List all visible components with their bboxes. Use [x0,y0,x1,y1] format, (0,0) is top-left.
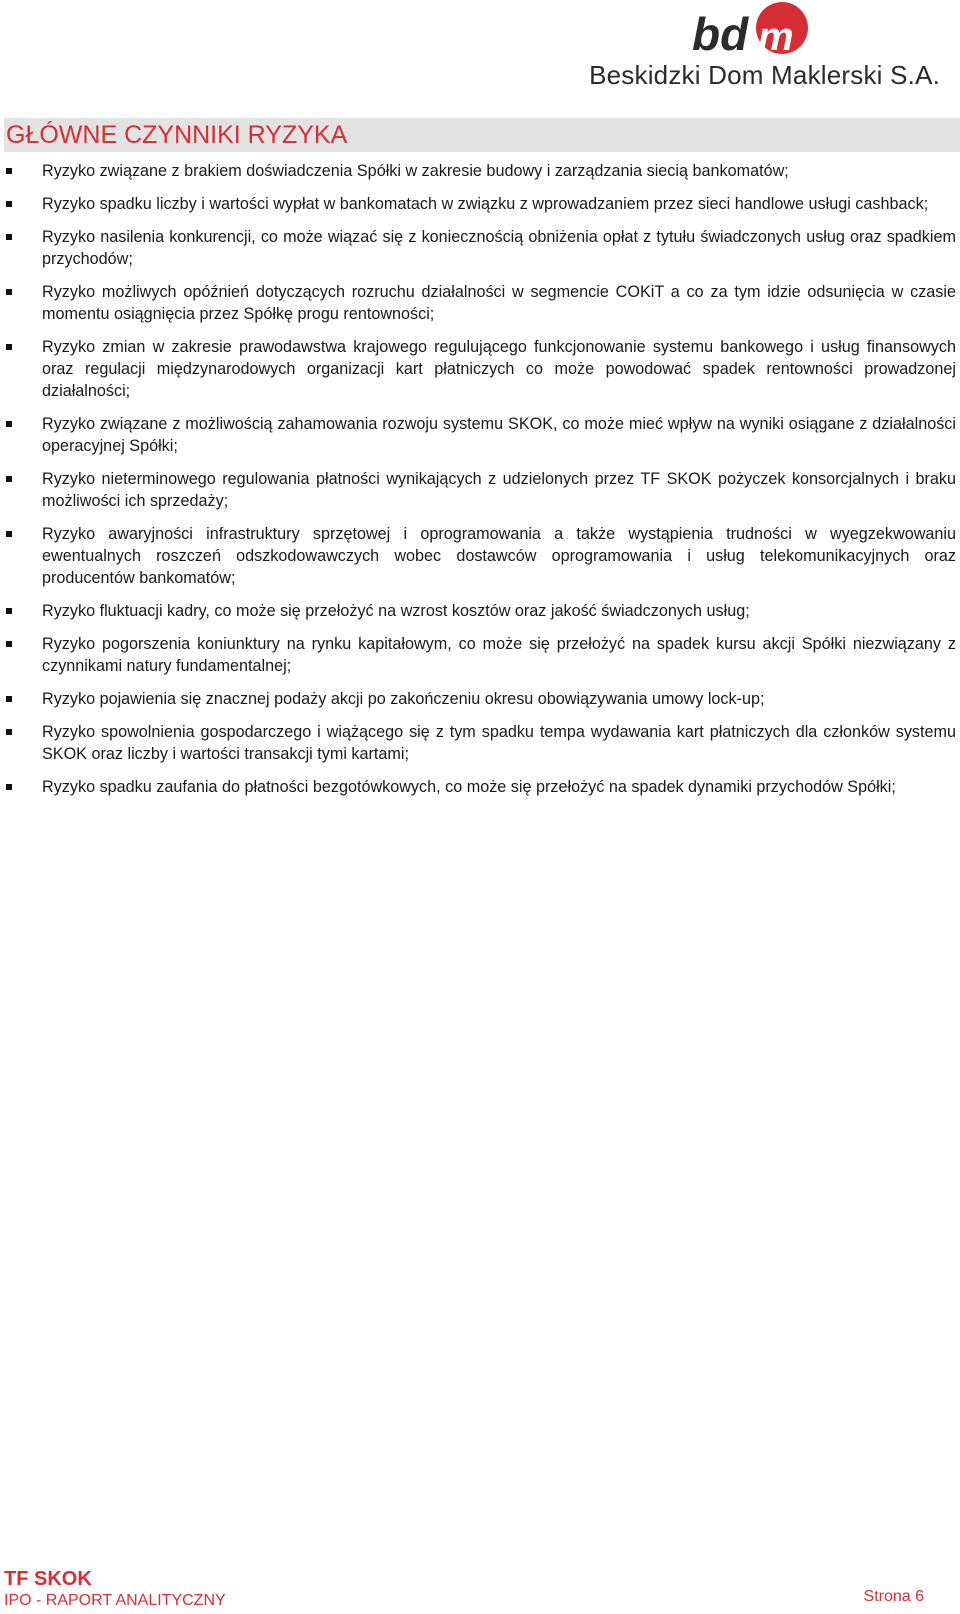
risk-item [0,523,960,589]
risk-item [0,413,960,457]
section-title: GŁÓWNE CZYNNIKI RYZYKA [6,121,348,149]
square-bullet-icon [6,201,12,207]
logo-company-name: Beskidzki Dom Maklerski S.A. [589,60,940,90]
square-bullet-icon [6,234,12,240]
risk-text: Ryzyko nieterminowego regulowania płatności wynikających z udzielonych przez TF SKOK pożyczek konsorcjalnych i braku możliwości ich sprzedaży; [42,470,956,510]
square-bullet-icon [6,729,12,735]
company-logo [589,0,940,96]
footer-left [4,1568,226,1612]
risk-text: Ryzyko pojawienia się znacznej podaży akcji po zakończeniu okresu obowiązywania umowy lock-up; [42,690,765,708]
risk-item [0,688,960,710]
risk-text: Ryzyko pogorszenia koniunktury na rynku kapitałowym, co może się przełożyć na spadek kursu akcji Spółki niezwiązany z czynnikami natury fundamentalnej; [42,635,956,675]
risk-text: Ryzyko fluktuacji kadry, co może się przełożyć na wzrost kosztów oraz jakość świadczonych usług; [42,602,750,620]
risk-text: Ryzyko spadku zaufania do płatności bezgotówkowych, co może się przełożyć na spadek dynamiki przychodów Spółki; [42,778,896,796]
square-bullet-icon [6,784,12,790]
square-bullet-icon [6,696,12,702]
risk-text: Ryzyko związane z możliwością zahamowania rozwoju systemu SKOK, co może mieć wpływ na wyniki osiągane z działalności operacyjnej Spółki; [42,415,956,455]
square-bullet-icon [6,476,12,482]
square-bullet-icon [6,531,12,537]
page-number: Strona 6 [863,1588,924,1605]
square-bullet-icon [6,608,12,614]
square-bullet-icon [6,421,12,427]
square-bullet-icon [6,168,12,174]
risk-item [0,776,960,798]
square-bullet-icon [6,641,12,647]
footer-report-type: IPO - RAPORT ANALITYCZNY [4,1592,226,1609]
risk-text: Ryzyko zmian w zakresie prawodawstwa krajowego regulującego funkcjonowanie systemu bankowego i usług finansowych oraz regulacji międzynarodowych organizacji kart płatniczych co może powodować spadek rentowności prowadzonej działalności; [42,338,956,400]
risk-item [0,600,960,622]
risk-text: Ryzyko spowolnienia gospodarczego i wiążącego się z tym spadku tempa wydawania kart płatniczych dla członków systemu SKOK oraz liczby i wartości transakcji tymi kartami; [42,723,956,763]
square-bullet-icon [6,289,12,295]
svg-text:m: m [758,15,794,58]
risk-item [0,336,960,402]
risk-text: Ryzyko nasilenia konkurencji, co może wiązać się z koniecznością obniżenia opłat z tytułu świadczonych usług oraz spadkiem przychodów; [42,228,956,268]
risk-item [0,226,960,270]
risk-text: Ryzyko awaryjności infrastruktury sprzętowej i oprogramowania a także wystąpienia trudności w wyegzekwowaniu ewentualnych roszczeń odszkodowawczych wobec dostawców oprogramowania i usług telekomunikacyjnych oraz producentów bankomatów; [42,525,956,587]
risk-list [0,160,960,809]
risk-item [0,160,960,182]
risk-text: Ryzyko związane z brakiem doświadczenia Spółki w zakresie budowy i zarządzania siecią bankomatów; [42,162,789,180]
risk-item [0,281,960,325]
risk-text: Ryzyko spadku liczby i wartości wypłat w bankomatach w związku z wprowadzaniem przez sieci handlowe usługi cashback; [42,195,929,213]
svg-text:bd: bd [692,8,749,58]
risk-item [0,633,960,677]
risk-item [0,721,960,765]
risk-item [0,193,960,215]
bdm-logo-mark [690,2,810,58]
square-bullet-icon [6,344,12,350]
risk-item [0,468,960,512]
risk-text: Ryzyko możliwych opóźnień dotyczących rozruchu działalności w segmencie COKiT a co za tym idzie odsunięcia w czasie momentu osiągnięcia przez Spółkę progu rentowności; [42,283,956,323]
footer-company-name: TF SKOK [4,1568,92,1590]
